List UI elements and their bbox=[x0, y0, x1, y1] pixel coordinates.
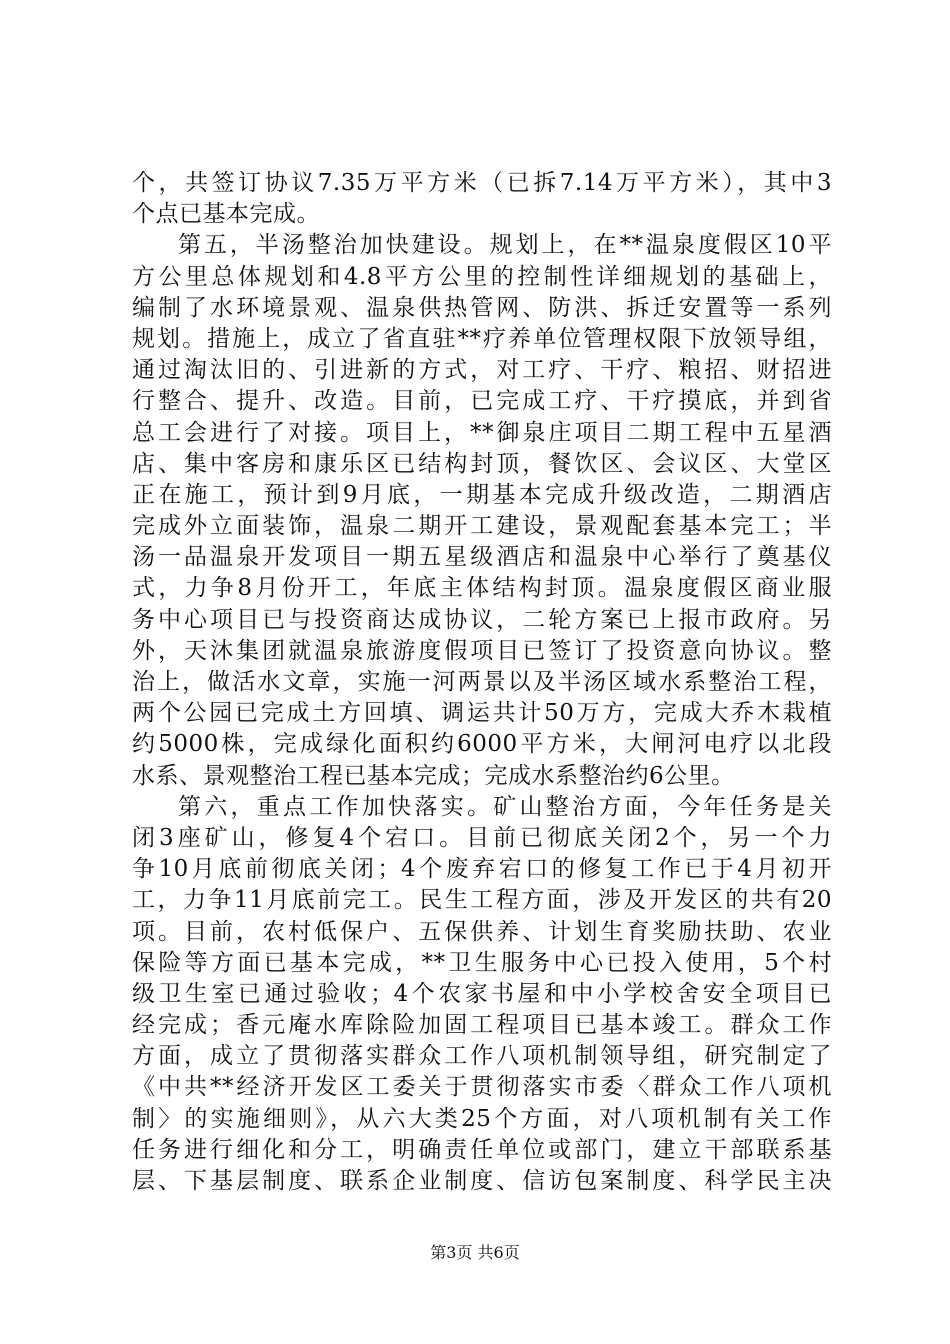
text-line: 总工会进行了对接。项目上，**御泉庄项目二期工程中五星酒 bbox=[132, 419, 832, 446]
text-line: 务中心项目已与投资商达成协议，二轮方案已上报市政府。另 bbox=[132, 606, 832, 633]
page-number-footer: 第3页 共6页 bbox=[430, 1243, 520, 1262]
text-line: 《中共**经济开发区工委关于贯彻落实市委〈群众工作八项机 bbox=[132, 1074, 832, 1101]
text-line: 规划。措施上，成立了省直驻**疗养单位管理权限下放领导组， bbox=[132, 325, 832, 352]
text-line: 正在施工，预计到9月底，一期基本完成升级改造，二期酒店 bbox=[132, 481, 832, 508]
text-line: 方公里总体规划和4.8平方公里的控制性详细规划的基础上， bbox=[132, 263, 832, 290]
text-line: 两个公园已完成土方回填、调运共计50万方，完成大乔木栽植 bbox=[132, 700, 832, 727]
text-line: 方面，成立了贯彻落实群众工作八项机制领导组，研究制定了 bbox=[132, 1043, 832, 1070]
paragraph-start-line: 第五，半汤整治加快建设。规划上，在**温泉度假区10平 bbox=[178, 232, 832, 259]
text-line: 争10月底前彻底关闭；4个废弃宕口的修复工作已于4月初开 bbox=[132, 856, 832, 883]
text-line: 保险等方面已基本完成，**卫生服务中心已投入使用，5个村 bbox=[132, 949, 832, 976]
text-line: 治上，做活水文章，实施一河两景以及半汤区域水系整治工程， bbox=[132, 669, 832, 695]
text-line: 水系、景观整治工程已基本完成；完成水系整治约6公里。 bbox=[132, 762, 735, 789]
text-line: 完成外立面装饰，温泉二期开工建设，景观配套基本完工；半 bbox=[132, 513, 832, 540]
text-line: 项。目前，农村低保户、五保供养、计划生育奖励扶助、农业 bbox=[132, 918, 832, 945]
text-line: 编制了水环境景观、温泉供热管网、防洪、拆迁安置等一系列 bbox=[132, 294, 832, 321]
text-line: 外，天沐集团就温泉旅游度假项目已签订了投资意向协议。整 bbox=[132, 637, 832, 664]
text-line: 个，共签订协议7.35万平方米（已拆7.14万平方米），其中3 bbox=[132, 170, 832, 196]
text-line: 汤一品温泉开发项目一期五星级酒店和温泉中心举行了奠基仪 bbox=[132, 544, 832, 571]
text-line: 行整合、提升、改造。目前，已完成工疗、干疗摸底，并到省 bbox=[132, 388, 832, 415]
text-line: 制〉的实施细则》，从六大类25个方面，对八项机制有关工作 bbox=[132, 1105, 832, 1132]
paragraph-start-line: 第六，重点工作加快落实。矿山整治方面，今年任务是关 bbox=[178, 793, 832, 820]
text-line: 经完成；香元庵水库除险加固工程项目已基本竣工。群众工作 bbox=[132, 1012, 832, 1039]
text-line: 通过淘汰旧的、引进新的方式，对工疗、干疗、粮招、财招进 bbox=[132, 357, 832, 384]
text-line: 层、下基层制度、联系企业制度、信访包案制度、科学民主决 bbox=[132, 1168, 832, 1194]
text-line: 工，力争11月底前完工。民生工程方面，涉及开发区的共有20 bbox=[132, 887, 832, 914]
text-line: 级卫生室已通过验收；4个农家书屋和中小学校舍安全项目已 bbox=[132, 980, 832, 1007]
text-line: 约5000株，完成绿化面积约6000平方米，大闸河电疗以北段 bbox=[132, 731, 832, 758]
text-line: 店、集中客房和康乐区已结构封顶，餐饮区、会议区、大堂区 bbox=[132, 450, 832, 477]
text-line: 个点已基本完成。 bbox=[132, 201, 320, 228]
text-line: 闭3座矿山，修复4个宕口。目前已彻底关闭2个，另一个力 bbox=[132, 824, 832, 851]
text-line: 任务进行细化和分工，明确责任单位或部门，建立干部联系基 bbox=[132, 1136, 832, 1163]
text-line: 式，力争8月份开工，年底主体结构封顶。温泉度假区商业服 bbox=[132, 575, 832, 602]
body-text bbox=[132, 168, 832, 1197]
